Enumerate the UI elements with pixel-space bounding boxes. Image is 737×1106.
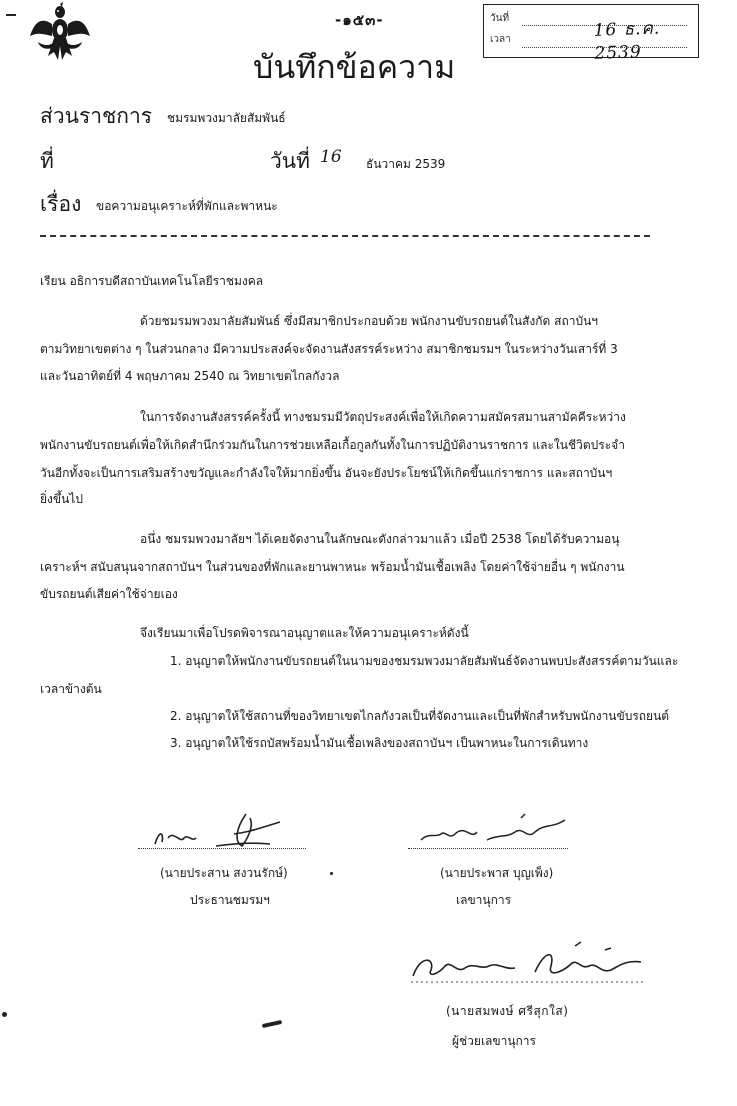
received-stamp <box>483 4 699 64</box>
scan-mark-left <box>2 1012 7 1017</box>
scan-mark <box>6 14 16 16</box>
paragraph-1-line-1: ด้วยชมรมพวงมาลัยสัมพันธ์ ซึ่งมีสมาชิกประกอบด้วย พนักงานขับรถยนต์ในสังกัด สถาบันฯ <box>140 314 599 328</box>
header-divider <box>40 235 650 237</box>
paragraph-3-line-1: อนึ่ง ชมรมพวงมาลัยฯ ได้เคยจัดงานในลักษณะดังกล่าวมาแล้ว เมื่อปี 2538 โดยได้รับความอนุ <box>140 532 620 546</box>
signature-2 <box>415 810 575 850</box>
agency-value: ชมรมพวงมาลัยสัมพันธ์ <box>167 111 286 125</box>
stamp-date-label: วันที่ <box>490 13 510 24</box>
paragraph-3-line-2: เคราะห์ฯ สนับสนุนจากสถาบันฯ ในส่วนของที่พักและยานพาหนะ พร้อมน้ำมันเชื้อเพลิง โดยค่าใช้จ่ายอื่น ๆ พนักงาน <box>40 560 625 574</box>
signatory-1-name: (นายประสาน สงวนรักษ์) <box>160 866 288 880</box>
page-number: -๑๕๓- <box>335 11 384 29</box>
paragraph-1-line-3: และวันอาทิตย์ที่ 4 พฤษภาคม 2540 ณ วิทยาเขตไกลกังวล <box>40 369 340 383</box>
ref-label: ที่ <box>40 149 54 173</box>
paragraph-2-line-3: วันอีกทั้งจะเป็นการเสริมสร้างขวัญและกำลังใจให้มากยิ่งขึ้น อันจะยังประโยชน์ให้เกิดขึ้นแก่ราชการ และสถาบันฯ <box>40 466 613 480</box>
agency-label: ส่วนราชการ <box>40 104 153 128</box>
subject-label: เรื่อง <box>40 192 82 216</box>
paragraph-1-line-2: ตามวิทยาเขตต่าง ๆ ในส่วนกลาง มีความประสงค์จะจัดงานสังสรรค์ระหว่าง สมาชิกชมรมฯ ในระหว่างวันเสาร์ที่ 3 <box>40 342 618 356</box>
scan-dot <box>330 872 333 875</box>
signature-1 <box>150 808 290 852</box>
date-day: 16 <box>320 147 342 167</box>
date-label: วันที่ <box>270 149 310 173</box>
stamp-date-value: 16 ธ.ค. 2539 <box>593 18 661 64</box>
paragraph-2-line-2: พนักงานขับรถยนต์เพื่อให้เกิดสำนึกร่วมกันในการช่วยเหลือเกื้อกูลกันทั้งในการปฏิบัติงานราชการ และในชีวิตประจำ <box>40 438 625 452</box>
signature-3 <box>405 940 665 986</box>
signatory-3-name: (นายสมพงษ์ ศรีสุกใส) <box>446 1004 569 1018</box>
request-item-3: 3. อนุญาตให้ใช้รถบัสพร้อมน้ำมันเชื้อเพลิงของสถาบันฯ เป็นพาหนะในการเดินทาง <box>170 736 589 750</box>
stamp-time-label: เวลา <box>490 34 511 45</box>
paragraph-2-line-1: ในการจัดงานสังสรรค์ครั้งนี้ ทางชมรมมีวัตถุประสงค์เพื่อให้เกิดความสมัครสมานสามัคคีระหว่าง <box>140 410 626 424</box>
request-intro: จึงเรียนมาเพื่อโปรดพิจารณาอนุญาตและให้ความอนุเคราะห์ดังนี้ <box>140 626 469 640</box>
salutation: เรียน อธิการบดีสถาบันเทคโนโลยีราชมงคล <box>40 274 264 288</box>
request-item-2: 2. อนุญาตให้ใช้สถานที่ของวิทยาเขตไกลกังวลเป็นที่จัดงานและเป็นที่พักสำหรับพนักงานขับรถยนต์ <box>170 709 670 723</box>
paragraph-3-line-3: ขับรถยนต์เสียค่าใช้จ่ายเอง <box>40 587 178 601</box>
scan-mark-bottom <box>262 1020 282 1028</box>
signatory-2-name: (นายประพาส บุญเพ็ง) <box>440 866 554 880</box>
subject-value: ขอความอนุเคราะห์ที่พักและพาหนะ <box>96 199 278 213</box>
signature-1-line <box>138 848 306 849</box>
request-item-1-cont: เวลาข้างต้น <box>40 682 102 696</box>
signatory-1-position: ประธานชมรมฯ <box>190 893 270 907</box>
signature-2-line <box>408 848 568 849</box>
signatory-2-position: เลขานุการ <box>456 893 512 907</box>
paragraph-2-line-4: ยิ่งขึ้นไป <box>40 492 83 506</box>
date-rest: ธันวาคม 2539 <box>366 157 446 171</box>
request-item-1: 1. อนุญาตให้พนักงานขับรถยนต์ในนามของชมรมพวงมาลัยสัมพันธ์จัดงานพบปะสังสรรค์ตามวันและ <box>170 654 679 668</box>
signatory-3-position: ผู้ช่วยเลขานุการ <box>452 1034 536 1048</box>
garuda-emblem-icon <box>28 2 92 64</box>
document-title: บันทึกข้อความ <box>253 48 456 86</box>
